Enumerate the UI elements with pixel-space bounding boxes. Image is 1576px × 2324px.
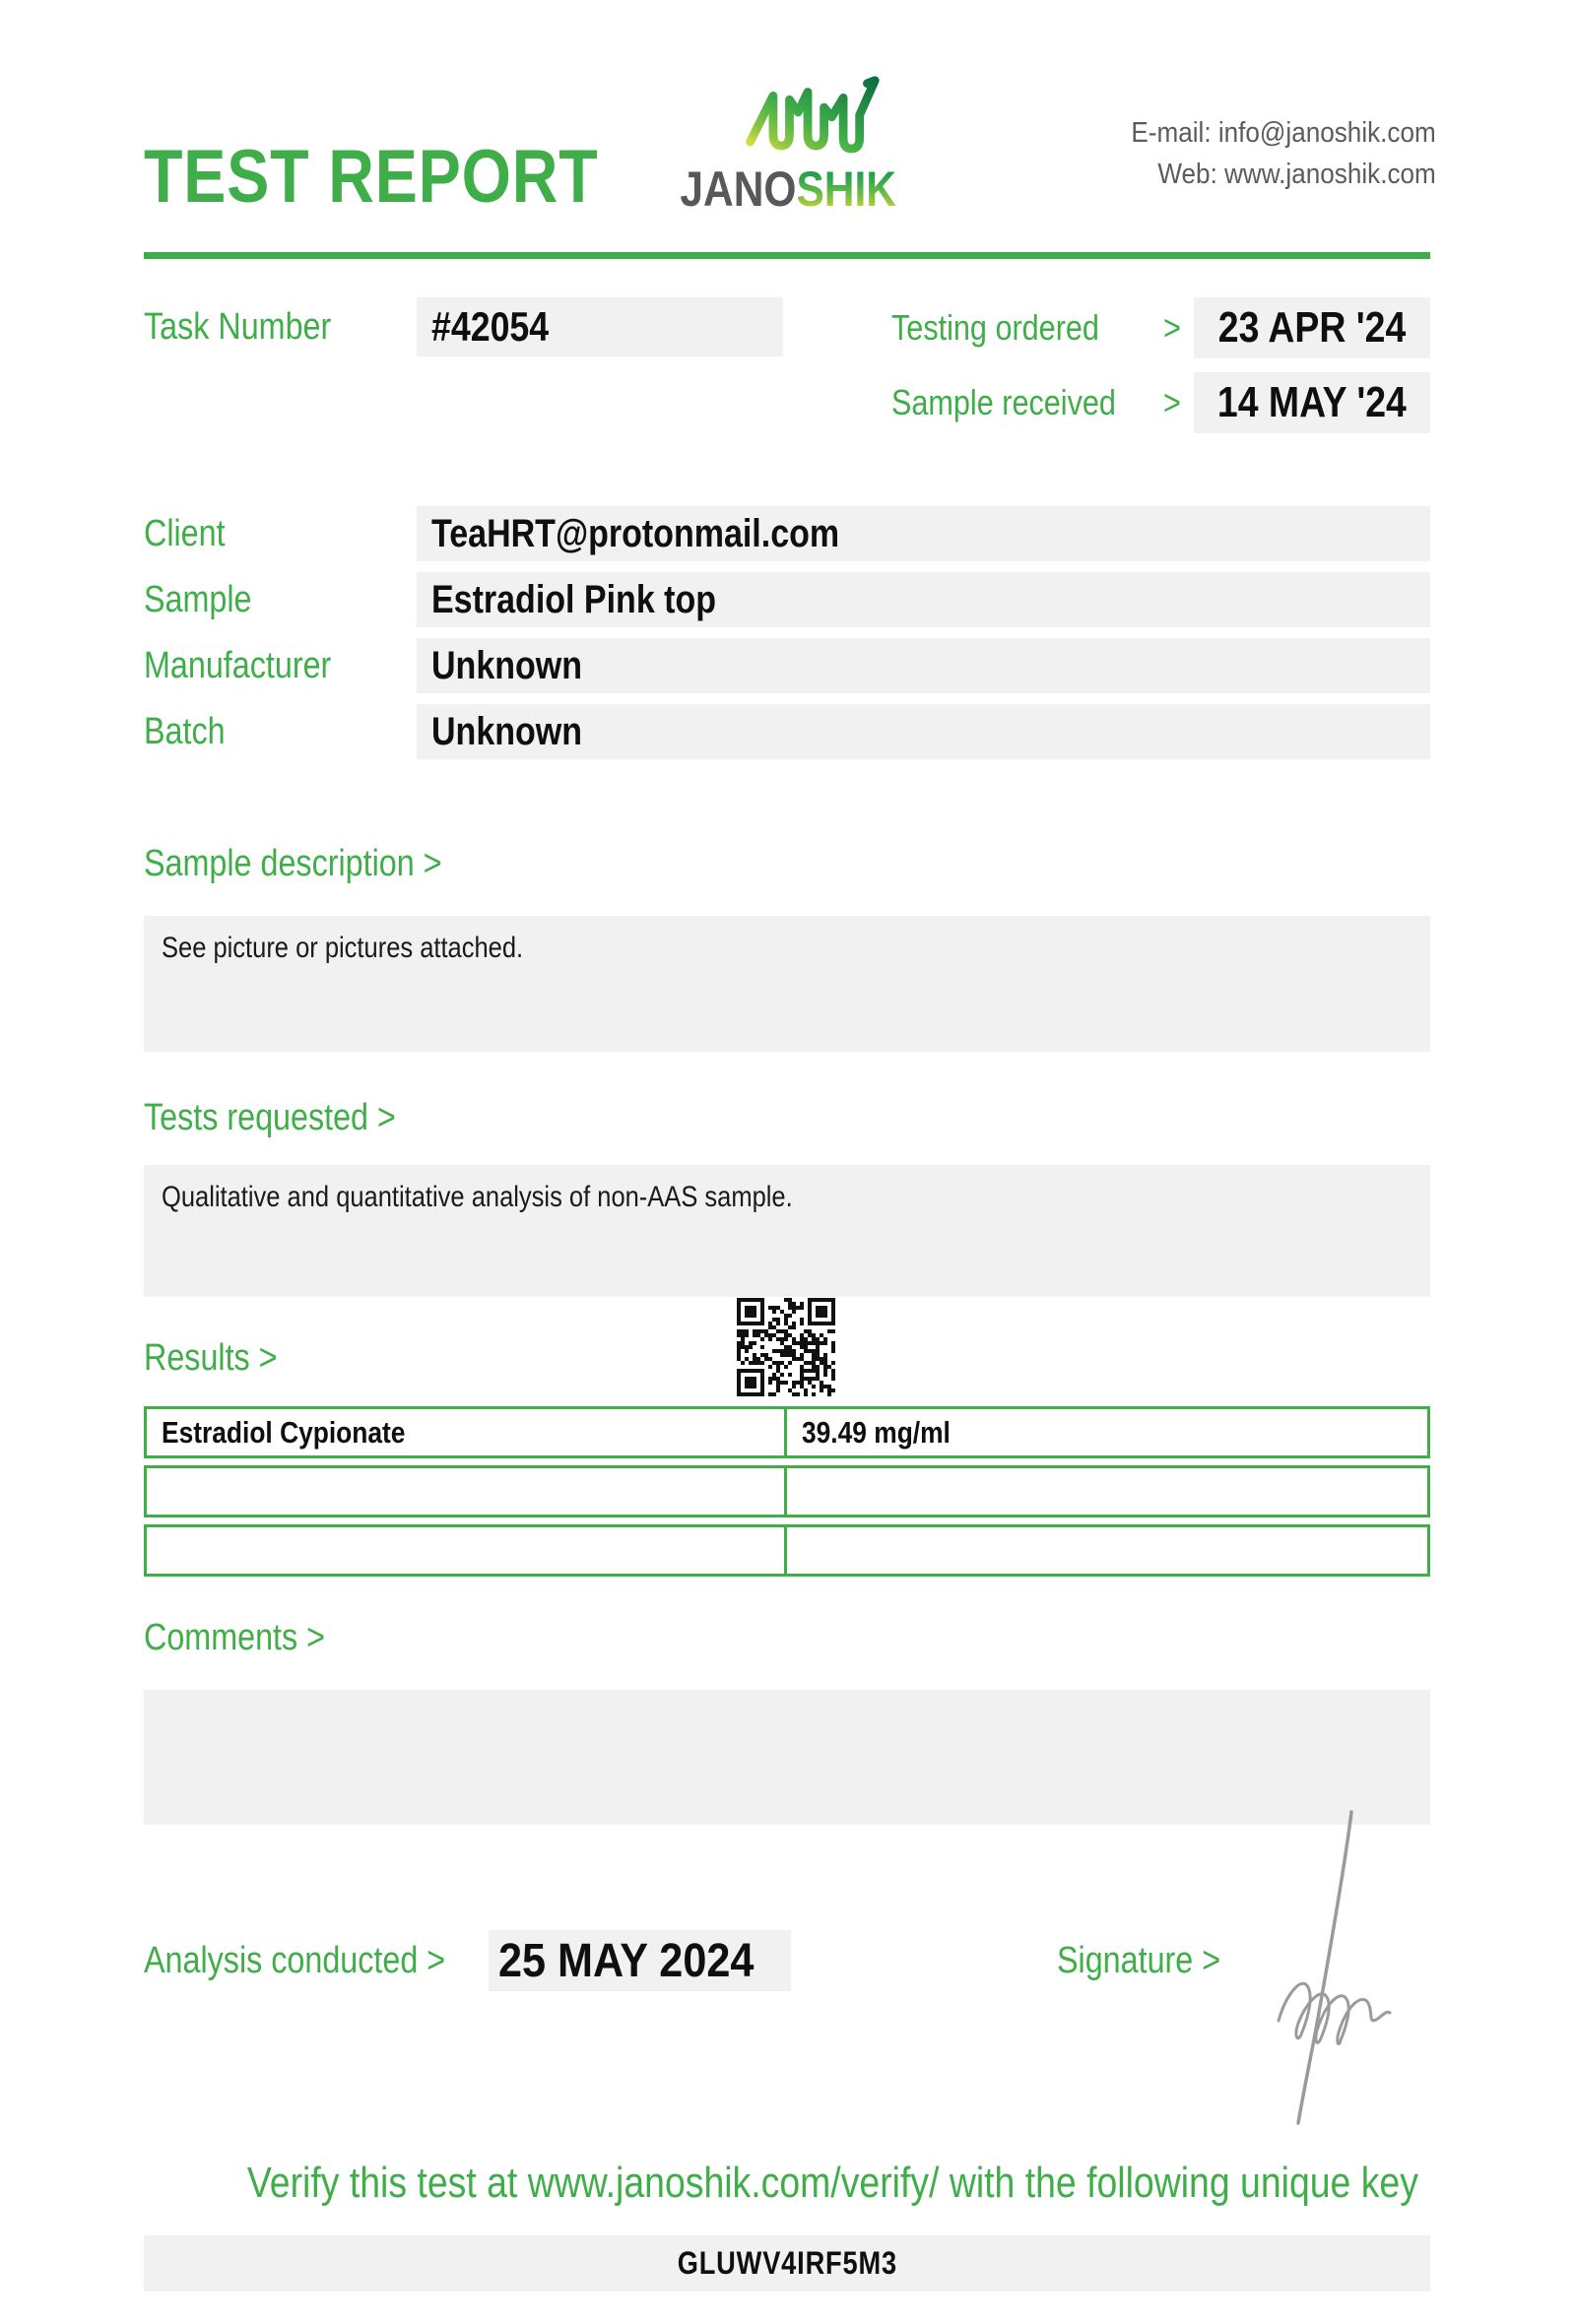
table-row (144, 1465, 1430, 1517)
table-row (144, 1406, 1430, 1458)
sample-received-label: Sample received > (891, 382, 1181, 422)
signature-image (1271, 1810, 1399, 2127)
result-analyte-cell (147, 1527, 787, 1574)
tests-requested-box: Qualitative and quantitative analysis of non-AAS sample. (144, 1165, 1430, 1297)
verify-key: GLUWV4IRF5M3 (144, 2235, 1430, 2292)
sample-received-value: 14 MAY '24 (1194, 372, 1430, 433)
arrow-icon: > (1162, 307, 1181, 348)
header-divider (144, 252, 1430, 259)
manufacturer-label: Manufacturer (144, 644, 332, 686)
testing-ordered-label: Testing ordered > (891, 307, 1181, 348)
analysis-conducted-label: Analysis conducted > (144, 1939, 446, 1981)
manufacturer-value: Unknown (417, 638, 1430, 693)
contact-email: E-mail: info@janoshik.com (1131, 117, 1436, 149)
comments-heading: Comments > (144, 1617, 325, 1658)
qr-code (737, 1298, 835, 1396)
result-analyte-cell (147, 1468, 787, 1515)
result-value-cell: 39.49 mg/ml (802, 1414, 951, 1450)
janoshik-logo (640, 161, 936, 218)
analysis-date-value: 25 MAY 2024 (489, 1930, 791, 1991)
batch-value: Unknown (417, 704, 1430, 759)
testing-ordered-value: 23 APR '24 (1194, 297, 1430, 358)
logo-text-secondary: SHIK (796, 161, 896, 217)
task-number-value: #42054 (417, 297, 783, 356)
table-row (144, 1524, 1430, 1577)
results-heading: Results > (144, 1337, 278, 1379)
growth-chart-icon (731, 57, 885, 163)
verify-instruction: Verify this test at www.janoshik.com/verify/ with the following unique key (246, 2159, 1418, 2207)
sample-label: Sample (144, 578, 252, 620)
sample-description-heading: Sample description > (144, 843, 442, 884)
arrow-icon: > (1162, 382, 1181, 422)
contact-info (1097, 112, 1436, 195)
client-value: TeaHRT@protonmail.com (417, 506, 1430, 561)
sample-description-box: See picture or pictures attached. (144, 916, 1430, 1052)
result-value-cell (787, 1468, 1427, 1515)
result-analyte-cell: Estradiol Cypionate (147, 1409, 787, 1455)
client-label: Client (144, 512, 226, 554)
result-value-cell (787, 1527, 1427, 1574)
batch-label: Batch (144, 710, 226, 752)
task-number-label: Task Number (144, 305, 332, 348)
results-table (144, 1406, 1430, 1583)
signature-label: Signature > (1057, 1939, 1221, 1981)
sample-value: Estradiol Pink top (417, 572, 1430, 627)
tests-requested-heading: Tests requested > (144, 1097, 396, 1138)
page-title: TEST REPORT (144, 135, 599, 219)
comments-box (144, 1690, 1430, 1825)
logo-text-primary: JANO (680, 161, 797, 217)
contact-web: Web: www.janoshik.com (1157, 159, 1436, 190)
